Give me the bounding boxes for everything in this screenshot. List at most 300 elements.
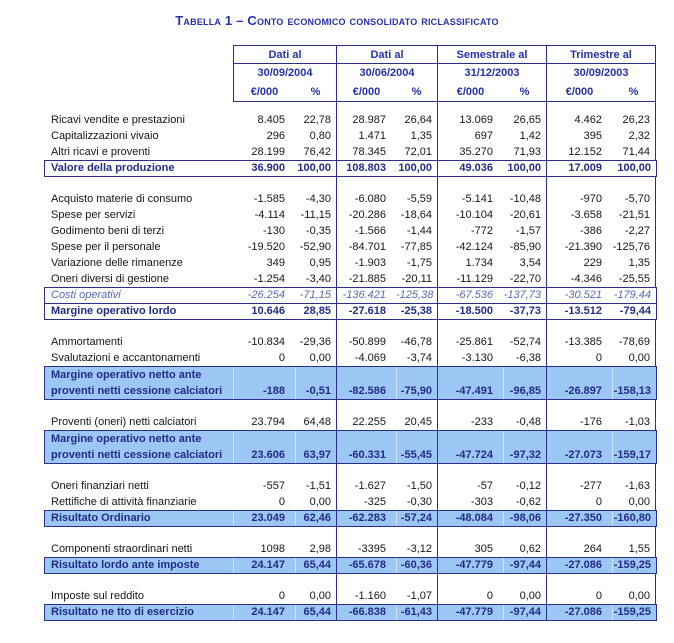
- value-cell: -10.104: [437, 207, 503, 223]
- value-cell: -233: [437, 414, 503, 430]
- pct-cell: 0,62: [519, 543, 541, 555]
- value-cell: -67.536: [437, 288, 503, 303]
- empty-cell: [396, 431, 437, 447]
- row-label: Ammortamenti: [51, 336, 123, 348]
- row-label: Costi operativi: [51, 289, 121, 301]
- pct-cell: -137,73: [503, 289, 541, 301]
- empty-cell: [437, 464, 503, 478]
- income-statement-table: [45, 45, 656, 621]
- pct-cell: -75,90: [396, 383, 437, 399]
- value-cell: -3.130: [437, 350, 503, 366]
- highlight-row-line1: [45, 431, 656, 447]
- empty-cell: [612, 400, 656, 414]
- pct-cell: 1,42: [519, 130, 541, 142]
- pct-cell: -0,51: [295, 383, 336, 399]
- table-row: [45, 588, 656, 604]
- spacer-row: [45, 320, 656, 334]
- value-cell: 24.147: [233, 605, 295, 620]
- pct-header: %: [295, 83, 336, 102]
- empty-cell: [437, 574, 503, 588]
- empty-cell: [295, 431, 336, 447]
- pct-cell: 28,85: [303, 305, 331, 317]
- row-label: Risultato Ordinario: [51, 512, 151, 524]
- highlight-row-line2: [45, 383, 656, 399]
- empty-cell: [437, 367, 503, 383]
- empty-cell: [546, 177, 612, 191]
- pct-header: %: [612, 83, 656, 102]
- pct-cell: -125,76: [612, 239, 656, 255]
- pct-cell: 0,00: [612, 350, 656, 366]
- spacer-row: [45, 400, 656, 414]
- pct-cell: -0,35: [305, 225, 331, 237]
- empty-cell: [546, 574, 612, 588]
- value-cell: 22.255: [336, 414, 396, 430]
- value-cell: -25.861: [437, 334, 503, 350]
- pct-cell: -4,30: [305, 193, 331, 205]
- row-label: Margine operativo netto ante: [51, 433, 202, 445]
- empty-cell: [336, 102, 396, 112]
- row-label: Proventi (oneri) netti calciatori: [51, 416, 197, 428]
- value-cell: -303: [437, 494, 503, 510]
- pct-cell: -125,38: [396, 289, 434, 301]
- pct-cell: -1,51: [305, 480, 331, 492]
- pct-cell: 65,44: [295, 558, 336, 573]
- value-cell: 0: [278, 590, 285, 602]
- pct-cell: 3,54: [519, 257, 541, 269]
- value-cell: 349: [266, 257, 285, 269]
- row-label-spacer: [45, 400, 233, 414]
- pct-cell: -21,51: [612, 207, 656, 223]
- pct-header: %: [396, 83, 437, 102]
- pct-cell: -1,03: [612, 414, 656, 430]
- empty-cell: [612, 177, 656, 191]
- pct-cell: 20,45: [404, 416, 432, 428]
- pct-cell: 0,00: [519, 590, 541, 602]
- pct-cell: -3,12: [406, 543, 432, 555]
- value-cell: -84.701: [336, 239, 396, 255]
- value-cell: -27.086: [546, 558, 612, 573]
- pct-cell: -20,61: [509, 209, 541, 221]
- empty-cell: [396, 464, 437, 478]
- pct-cell: -0,12: [515, 480, 541, 492]
- pct-cell: -3,74: [406, 352, 432, 364]
- row-label: Risultato lordo ante imposte: [51, 559, 200, 571]
- value-cell: -21.390: [546, 239, 612, 255]
- pct-cell: 100,00: [398, 162, 432, 174]
- pct-cell: -0,62: [515, 496, 541, 508]
- report-title: Tabella 1 – Conto economico consolidato riclassificato: [175, 13, 499, 28]
- table-row: [45, 112, 656, 128]
- value-cell: -1.566: [336, 223, 396, 239]
- value-cell: -325: [336, 494, 396, 510]
- row-label: Componenti straordinari netti: [51, 543, 193, 555]
- table-header: [45, 45, 656, 102]
- value-cell: -27.618: [336, 304, 396, 319]
- value-cell: 0: [278, 496, 285, 508]
- empty-cell: [396, 367, 437, 383]
- empty-cell: [295, 464, 336, 478]
- spacer-row: [45, 527, 656, 541]
- empty-cell: [546, 464, 612, 478]
- row-label: Ricavi vendite e prestazioni: [51, 114, 185, 126]
- value-cell: -4.069: [336, 350, 396, 366]
- empty-cell: [612, 320, 656, 334]
- pct-cell: -52,74: [509, 336, 541, 348]
- pct-cell: -1,57: [515, 225, 541, 237]
- pct-cell: 0,00: [309, 352, 331, 364]
- pct-cell: -159,25: [612, 605, 656, 620]
- empty-cell: [503, 431, 546, 447]
- value-cell: -277: [546, 478, 612, 494]
- row-label: Acquisto materie di consumo: [51, 193, 193, 205]
- pct-cell: 0,95: [309, 257, 331, 269]
- value-cell: 108.803: [336, 161, 396, 176]
- empty-cell: [437, 431, 503, 447]
- value-cell: 49.036: [437, 161, 503, 176]
- pct-cell: -71,15: [299, 289, 331, 301]
- empty-cell: [612, 574, 656, 588]
- header-label-spacer: [45, 45, 233, 64]
- empty-cell: [233, 400, 295, 414]
- value-cell: 229: [546, 255, 612, 271]
- value-cell: 697: [437, 128, 503, 144]
- pct-cell: -52,90: [299, 241, 331, 253]
- empty-cell: [233, 574, 295, 588]
- pct-cell: 100,00: [297, 162, 331, 174]
- value-cell: -50.899: [336, 334, 396, 350]
- empty-cell: [336, 464, 396, 478]
- empty-cell: [503, 574, 546, 588]
- value-cell: -26.254: [247, 289, 285, 301]
- empty-cell: [546, 320, 612, 334]
- unit-header: €/000: [546, 83, 612, 102]
- value-cell: 28.987: [336, 112, 396, 128]
- unit-header: €/000: [437, 83, 503, 102]
- row-label: proventi netti cessione calciatori: [51, 449, 223, 461]
- pct-cell: -1,63: [612, 478, 656, 494]
- date-header: 30/06/2004: [336, 64, 437, 83]
- pct-cell: 1,35: [410, 130, 432, 142]
- table-row: [45, 191, 656, 207]
- row-label-spacer: [45, 527, 233, 541]
- value-cell: -772: [437, 223, 503, 239]
- highlight-row-line2: [45, 447, 656, 463]
- value-cell: 13.069: [437, 112, 503, 128]
- value-cell: -557: [262, 480, 285, 492]
- header-date-row: [45, 64, 656, 83]
- empty-cell: [503, 527, 546, 541]
- date-header: 30/09/2004: [233, 64, 336, 83]
- value-cell: -1.160: [336, 588, 396, 604]
- pct-cell: 26,64: [404, 114, 432, 126]
- pct-cell: -6,38: [515, 352, 541, 364]
- value-cell: -19.520: [247, 241, 285, 253]
- empty-cell: [336, 431, 396, 447]
- table-row: [45, 223, 656, 239]
- value-cell: -11.129: [437, 271, 503, 287]
- value-cell: 0: [546, 494, 612, 510]
- pct-cell: -60,36: [396, 558, 437, 573]
- empty-cell: [295, 177, 336, 191]
- value-cell: -27.073: [546, 447, 612, 463]
- row-label: Margine operativo netto ante: [51, 369, 202, 381]
- pct-header: %: [503, 83, 546, 102]
- value-cell: -970: [546, 191, 612, 207]
- empty-cell: [437, 527, 503, 541]
- total-row: [44, 303, 657, 320]
- empty-cell: [295, 102, 336, 112]
- pct-cell: -3,40: [305, 273, 331, 285]
- value-cell: -130: [262, 225, 285, 237]
- pct-cell: 2,32: [612, 128, 656, 144]
- value-cell: 12.152: [546, 144, 612, 160]
- pct-cell: -179,44: [613, 289, 651, 301]
- pct-cell: -159,25: [612, 558, 656, 573]
- value-cell: -47.491: [437, 383, 503, 399]
- empty-cell: [336, 527, 396, 541]
- pct-cell: -25,38: [400, 305, 432, 317]
- date-header: 30/09/2003: [546, 64, 656, 83]
- pct-cell: 63,97: [295, 447, 336, 463]
- pct-cell: -1,75: [406, 257, 432, 269]
- pct-cell: -1,50: [406, 480, 432, 492]
- empty-cell: [503, 400, 546, 414]
- value-cell: -30.521: [546, 288, 612, 303]
- value-cell: -188: [233, 383, 295, 399]
- pct-cell: 26,65: [513, 114, 541, 126]
- pct-cell: 0,00: [612, 588, 656, 604]
- empty-cell: [233, 177, 295, 191]
- pct-cell: -29,36: [299, 336, 331, 348]
- value-cell: -4.346: [546, 271, 612, 287]
- empty-cell: [546, 400, 612, 414]
- row-label-spacer: [45, 574, 233, 588]
- value-cell: -48.084: [437, 511, 503, 526]
- pct-cell: 0,00: [309, 590, 331, 602]
- period-header: Semestrale al: [437, 45, 546, 64]
- header-label-spacer: [45, 83, 233, 102]
- row-label: Oneri diversi di gestione: [51, 273, 170, 285]
- empty-cell: [233, 464, 295, 478]
- highlight-row: [44, 557, 657, 574]
- empty-cell: [233, 320, 295, 334]
- table-row: [45, 271, 656, 287]
- value-cell: -18.500: [437, 304, 503, 319]
- value-cell: 0: [546, 350, 612, 366]
- pct-cell: -97,44: [503, 605, 546, 620]
- value-cell: -62.283: [336, 511, 396, 526]
- empty-cell: [437, 320, 503, 334]
- empty-cell: [295, 574, 336, 588]
- pct-cell: 1,55: [612, 541, 656, 557]
- empty-cell: [503, 102, 546, 112]
- value-cell: -27.350: [546, 511, 612, 526]
- value-cell: 4.462: [546, 112, 612, 128]
- empty-cell: [233, 431, 295, 447]
- empty-cell: [503, 320, 546, 334]
- empty-cell: [336, 400, 396, 414]
- empty-cell: [396, 400, 437, 414]
- spacer-row: [45, 574, 656, 588]
- pct-cell: -61,43: [396, 605, 437, 620]
- pct-cell: 71,93: [513, 146, 541, 158]
- period-header: Trimestre al: [546, 45, 656, 64]
- empty-cell: [612, 464, 656, 478]
- pct-cell: -160,80: [612, 511, 656, 526]
- value-cell: 395: [546, 128, 612, 144]
- empty-cell: [437, 177, 503, 191]
- pct-cell: -79,44: [619, 305, 651, 317]
- value-cell: 305: [437, 541, 503, 557]
- empty-cell: [546, 367, 612, 383]
- value-cell: -13.512: [546, 304, 612, 319]
- row-label: Variazione delle rimanenze: [51, 257, 183, 269]
- value-cell: 1098: [260, 543, 285, 555]
- pct-cell: -98,06: [503, 511, 546, 526]
- empty-cell: [612, 367, 656, 383]
- period-header: Dati al: [336, 45, 437, 64]
- value-cell: 0: [546, 588, 612, 604]
- value-cell: 8.405: [257, 114, 285, 126]
- empty-cell: [612, 431, 656, 447]
- value-cell: -65.678: [336, 558, 396, 573]
- value-cell: 1.734: [437, 255, 503, 271]
- row-label-spacer: [45, 320, 233, 334]
- pct-cell: -85,90: [509, 241, 541, 253]
- value-cell: -386: [546, 223, 612, 239]
- pct-cell: -5,70: [612, 191, 656, 207]
- table-row: [45, 414, 656, 430]
- row-label-spacer: [45, 464, 233, 478]
- empty-cell: [546, 431, 612, 447]
- empty-cell: [233, 367, 295, 383]
- value-cell: -176: [546, 414, 612, 430]
- date-header: 31/12/2003: [437, 64, 546, 83]
- value-cell: 0: [278, 352, 285, 364]
- row-label: Risultato ne tto di esercizio: [51, 606, 195, 618]
- value-cell: -47.724: [437, 447, 503, 463]
- empty-cell: [295, 527, 336, 541]
- pct-cell: -159,17: [612, 447, 656, 463]
- subtotal-row: [44, 287, 657, 304]
- header-unit-row: [45, 83, 656, 102]
- pct-cell: -5,59: [406, 193, 432, 205]
- pct-cell: 76,42: [303, 146, 331, 158]
- empty-cell: [396, 102, 437, 112]
- pct-cell: -25,55: [612, 271, 656, 287]
- value-cell: -47.779: [437, 558, 503, 573]
- pct-cell: -57,24: [396, 511, 437, 526]
- value-cell: -13.385: [546, 334, 612, 350]
- pct-cell: 100,00: [617, 162, 651, 174]
- empty-cell: [336, 320, 396, 334]
- pct-cell: 0,00: [612, 494, 656, 510]
- pct-cell: 22,78: [303, 114, 331, 126]
- table-row: [45, 255, 656, 271]
- pct-cell: -97,32: [503, 447, 546, 463]
- row-label: Godimento beni di terzi: [51, 225, 165, 237]
- row-label: Spese per il personale: [51, 241, 161, 253]
- pct-cell: -18,64: [400, 209, 432, 221]
- pct-cell: -22,70: [509, 273, 541, 285]
- value-cell: -3.658: [546, 207, 612, 223]
- table-row: [45, 144, 656, 160]
- value-cell: 35.270: [437, 144, 503, 160]
- pct-cell: -78,69: [612, 334, 656, 350]
- pct-cell: -0,48: [515, 416, 541, 428]
- pct-cell: -0,30: [406, 496, 432, 508]
- unit-header: €/000: [336, 83, 396, 102]
- empty-cell: [546, 527, 612, 541]
- empty-cell: [437, 400, 503, 414]
- empty-cell: [396, 527, 437, 541]
- table-row: [45, 207, 656, 223]
- value-cell: 17.009: [546, 161, 612, 176]
- total-row: [44, 160, 657, 177]
- pct-cell: -97,44: [503, 558, 546, 573]
- header-label-spacer: [45, 64, 233, 83]
- value-cell: -1.254: [253, 273, 285, 285]
- pct-cell: 0,80: [309, 130, 331, 142]
- empty-cell: [612, 527, 656, 541]
- value-cell: 23.794: [251, 416, 285, 428]
- value-cell: -47.779: [437, 605, 503, 620]
- empty-cell: [612, 102, 656, 112]
- row-label: Altri ricavi e proventi: [51, 146, 151, 158]
- empty-cell: [295, 367, 336, 383]
- pct-cell: -37,73: [509, 305, 541, 317]
- unit-header: €/000: [233, 83, 295, 102]
- value-cell: 10.646: [251, 305, 285, 317]
- empty-cell: [295, 400, 336, 414]
- value-cell: 78.345: [336, 144, 396, 160]
- value-cell: -136.421: [336, 288, 396, 303]
- pct-cell: -55,45: [396, 447, 437, 463]
- empty-cell: [295, 320, 336, 334]
- highlight-row-line1: [45, 367, 656, 383]
- empty-cell: [233, 527, 295, 541]
- value-cell: 1.471: [336, 128, 396, 144]
- value-cell: -21.885: [336, 271, 396, 287]
- pct-cell: -77,85: [400, 241, 432, 253]
- pct-cell: -46,78: [400, 336, 432, 348]
- pct-cell: 1,35: [612, 255, 656, 271]
- table-row: [45, 128, 656, 144]
- empty-cell: [336, 177, 396, 191]
- value-cell: -1.627: [336, 478, 396, 494]
- highlight-row: [44, 510, 657, 527]
- pct-cell: -1,07: [406, 590, 432, 602]
- highlight-row: [44, 430, 657, 464]
- value-cell: -60.331: [336, 447, 396, 463]
- pct-cell: -2,27: [612, 223, 656, 239]
- period-header: Dati al: [233, 45, 336, 64]
- value-cell: -20.286: [336, 207, 396, 223]
- pct-cell: 71,44: [612, 144, 656, 160]
- table-row: [45, 541, 656, 557]
- value-cell: -42.124: [437, 239, 503, 255]
- row-label: Margine operativo lordo: [51, 305, 177, 317]
- value-cell: -1.903: [336, 255, 396, 271]
- value-cell: -5.141: [437, 191, 503, 207]
- value-cell: -3395: [336, 541, 396, 557]
- table-row: [45, 239, 656, 255]
- value-cell: 264: [546, 541, 612, 557]
- value-cell: 296: [266, 130, 285, 142]
- value-cell: -26.897: [546, 383, 612, 399]
- empty-cell: [336, 574, 396, 588]
- empty-cell: [503, 177, 546, 191]
